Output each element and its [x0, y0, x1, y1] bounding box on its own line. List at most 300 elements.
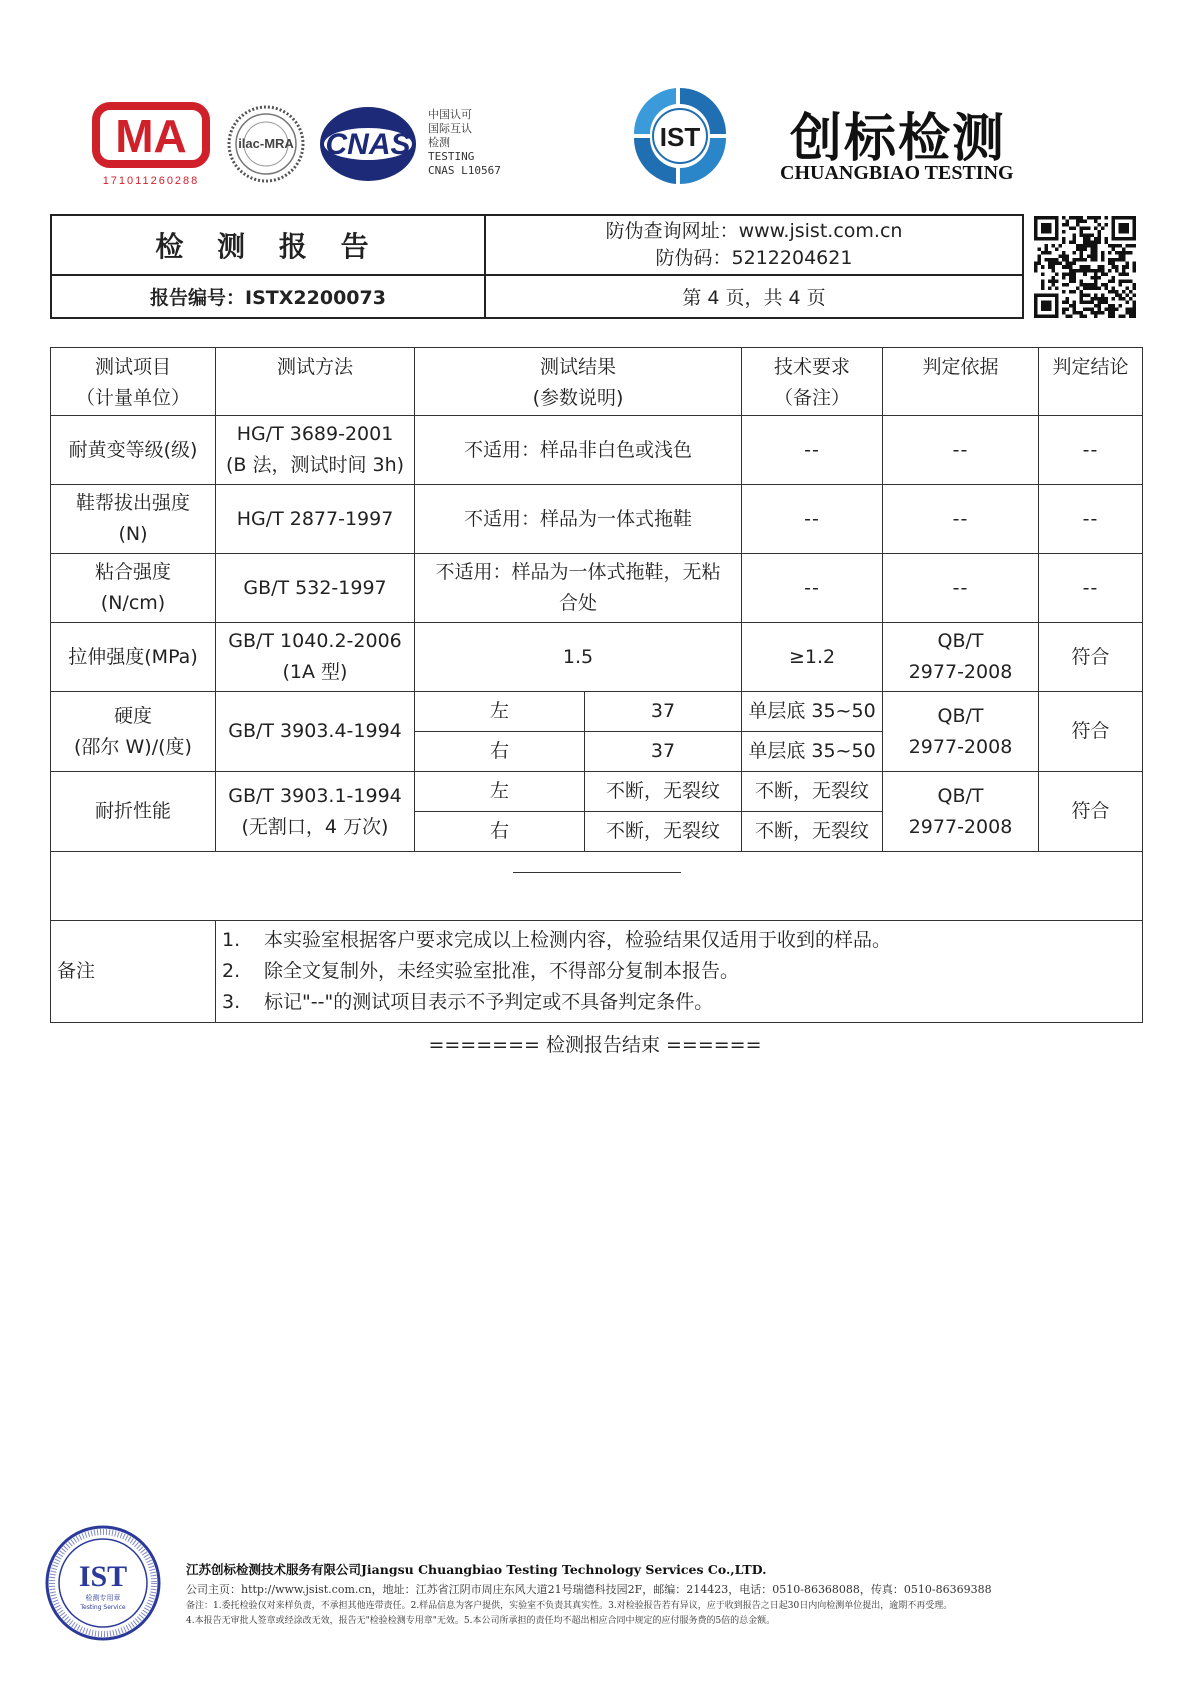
qr-module	[1080, 300, 1084, 304]
qr-module	[1073, 258, 1077, 262]
qr-module	[1097, 311, 1101, 315]
qr-module	[1090, 300, 1094, 304]
table-row	[51, 416, 1143, 485]
qr-module	[1104, 237, 1108, 241]
qr-module	[1066, 314, 1070, 318]
qr-module	[1090, 311, 1094, 315]
qr-module	[1069, 262, 1073, 266]
qr-module	[1118, 223, 1129, 234]
cell-item: 拉伸强度(MPa)	[51, 623, 216, 692]
qr-module	[1087, 216, 1091, 220]
qr-module	[1108, 304, 1112, 308]
qr-module	[1076, 248, 1080, 252]
qr-module	[1090, 307, 1094, 311]
qr-module	[1076, 311, 1080, 315]
qr-module	[1090, 269, 1094, 273]
qr-module	[1094, 304, 1098, 308]
qr-module	[1094, 293, 1098, 297]
qr-module	[1062, 290, 1066, 294]
cell-value: 不断，无裂纹	[585, 812, 742, 852]
qr-module	[1066, 223, 1070, 227]
qr-module	[1111, 290, 1115, 294]
cell-side: 左	[415, 692, 585, 732]
qr-module	[1087, 234, 1091, 238]
cell-value: 37	[585, 692, 742, 732]
report-number: 报告编号：ISTX2200073	[52, 276, 486, 317]
qr-module	[1052, 276, 1056, 280]
qr-module	[1132, 283, 1136, 287]
qr-module	[1066, 255, 1070, 259]
table-header-row	[51, 348, 1143, 416]
qr-module	[1104, 216, 1108, 220]
qr-module	[1094, 237, 1098, 241]
qr-module	[1094, 258, 1098, 262]
notes-label: 备注	[51, 921, 216, 1023]
qr-module	[1080, 279, 1084, 283]
qr-module	[1080, 216, 1084, 220]
qr-module	[1129, 244, 1133, 248]
qr-module	[1083, 307, 1087, 311]
qr-module	[1034, 269, 1038, 273]
qr-module	[1087, 255, 1091, 259]
qr-module	[1101, 297, 1105, 301]
cell-requirement: 不断，无裂纹	[742, 812, 883, 852]
qr-module	[1129, 297, 1133, 301]
cnas-line: TESTING	[428, 150, 475, 163]
qr-module	[1111, 314, 1115, 318]
cell-method: HG/T 2877-1997	[216, 485, 415, 554]
qr-module	[1073, 216, 1077, 220]
qr-module	[1062, 300, 1066, 304]
qr-module	[1052, 258, 1056, 262]
cnas-line: 中国认可	[428, 108, 472, 121]
qr-module	[1101, 293, 1105, 297]
qr-module	[1132, 300, 1136, 304]
qr-module	[1132, 314, 1136, 318]
qr-module	[1101, 269, 1105, 273]
qr-module	[1041, 223, 1052, 234]
qr-module	[1083, 286, 1087, 290]
qr-module	[1069, 276, 1073, 280]
cell-item: 耐黄变等级(级)	[51, 416, 216, 485]
qr-module	[1108, 262, 1112, 266]
qr-module	[1080, 297, 1084, 301]
qr-module	[1122, 248, 1126, 252]
qr-module	[1087, 241, 1091, 245]
cell-method: GB/T 1040.2-2006 (1A 型)	[216, 623, 415, 692]
qr-module	[1055, 248, 1059, 252]
qr-module	[1062, 258, 1066, 262]
qr-module	[1080, 258, 1084, 262]
qr-module	[1076, 244, 1080, 248]
notes-row	[51, 921, 1143, 1023]
qr-module	[1062, 283, 1066, 287]
footer-note: 4.本报告无审批人签章或经涂改无效，报告无"检验检测专用章"无效。5.本公司所承担的责任均不超出相应合同中规定的应付服务费的5倍的总金额。	[186, 1616, 776, 1626]
qr-module	[1059, 244, 1063, 248]
qr-module	[1073, 279, 1077, 283]
qr-module	[1045, 248, 1049, 252]
seal-text: IST	[78, 1560, 128, 1593]
cma-logo	[92, 100, 210, 190]
qr-module	[1069, 279, 1073, 283]
cnas-letters: CNAS	[325, 128, 411, 161]
qr-module	[1038, 262, 1042, 266]
qr-module	[1073, 311, 1077, 315]
qr-module	[1083, 244, 1087, 248]
cell-basis: QB/T 2977-2008	[883, 692, 1039, 772]
qr-module	[1055, 272, 1059, 276]
cma-letters: MA	[115, 110, 187, 162]
qr-module	[1083, 272, 1087, 276]
qr-module	[1055, 262, 1059, 266]
table-row	[51, 623, 1143, 692]
cell-result: 不适用：样品为一体式拖鞋，无粘 合处	[415, 554, 742, 623]
qr-module	[1111, 248, 1115, 252]
header-requirement: 技术要求 （备注）	[742, 348, 883, 416]
qr-module	[1118, 244, 1122, 248]
qr-module	[1090, 297, 1094, 301]
qr-module	[1132, 311, 1136, 315]
qr-module	[1132, 269, 1136, 273]
qr-module	[1118, 279, 1122, 283]
qr-module	[1111, 311, 1115, 315]
header-item: 测试项目 （计量单位）	[51, 348, 216, 416]
qr-module	[1097, 304, 1101, 308]
qr-module	[1094, 251, 1098, 255]
qr-module	[1076, 216, 1080, 220]
qr-module	[1062, 251, 1066, 255]
qr-module	[1101, 258, 1105, 262]
qr-module	[1118, 293, 1122, 297]
qr-module	[1129, 290, 1133, 294]
qr-module	[1052, 244, 1056, 248]
qr-module	[1045, 244, 1049, 248]
cnas-line: 国际互认	[428, 122, 472, 135]
qr-module	[1125, 300, 1129, 304]
qr-module	[1083, 241, 1087, 245]
cell-method: HG/T 3689-2001 (B 法，测试时间 3h)	[216, 416, 415, 485]
cell-conclusion: --	[1039, 485, 1143, 554]
qr-module	[1132, 304, 1136, 308]
qr-module	[1087, 244, 1091, 248]
qr-module	[1129, 314, 1133, 318]
qr-module	[1041, 300, 1052, 311]
cell-basis: QB/T 2977-2008	[883, 772, 1039, 852]
qr-module	[1118, 304, 1122, 308]
qr-module	[1048, 265, 1052, 269]
qr-module	[1118, 314, 1122, 318]
qr-module	[1108, 251, 1112, 255]
qr-module	[1069, 227, 1073, 231]
qr-module	[1062, 265, 1066, 269]
qr-module	[1069, 314, 1073, 318]
ilac-mra-logo	[226, 104, 306, 184]
qr-module	[1115, 269, 1119, 273]
qr-module	[1038, 255, 1042, 259]
qr-module	[1069, 290, 1073, 294]
qr-module	[1069, 272, 1073, 276]
qr-module	[1041, 265, 1045, 269]
qr-module	[1055, 279, 1059, 283]
table-row	[51, 692, 1143, 732]
table-row	[51, 485, 1143, 554]
header-conclusion: 判定结论	[1039, 348, 1143, 416]
qr-module	[1059, 262, 1063, 266]
qr-module	[1104, 283, 1108, 287]
qr-module	[1059, 255, 1063, 259]
qr-module	[1083, 234, 1087, 238]
qr-module	[1041, 283, 1045, 287]
qr-module	[1125, 272, 1129, 276]
qr-module	[1066, 265, 1070, 269]
qr-module	[1097, 237, 1101, 241]
qr-module	[1104, 241, 1108, 245]
qr-module	[1111, 297, 1115, 301]
qr-module	[1034, 262, 1038, 266]
qr-module	[1073, 300, 1077, 304]
cell-result: 1.5	[415, 623, 742, 692]
qr-module	[1062, 255, 1066, 259]
qr-module	[1111, 276, 1115, 280]
qr-module	[1097, 297, 1101, 301]
qr-module	[1094, 276, 1098, 280]
qr-module	[1122, 251, 1126, 255]
cell-method: GB/T 3903.1-1994 (无割口，4 万次)	[216, 772, 415, 852]
qr-module	[1129, 307, 1133, 311]
cell-basis: --	[883, 554, 1039, 623]
cnas-logo	[318, 104, 418, 184]
qr-module	[1108, 314, 1112, 318]
qr-module	[1115, 244, 1119, 248]
qr-module	[1118, 297, 1122, 301]
qr-module	[1090, 283, 1094, 287]
qr-module	[1094, 244, 1098, 248]
qr-module	[1101, 300, 1105, 304]
qr-module	[1129, 311, 1133, 315]
qr-module	[1108, 279, 1112, 283]
qr-module	[1118, 251, 1122, 255]
qr-module	[1062, 307, 1066, 311]
note-item: 3. 标记"--"的测试项目表示不予判定或不具备判定条件。	[222, 991, 714, 1013]
qr-module	[1097, 286, 1101, 290]
qr-module	[1094, 216, 1098, 220]
qr-module	[1090, 216, 1094, 220]
qr-module	[1080, 314, 1084, 318]
qr-module	[1104, 300, 1108, 304]
qr-module	[1122, 272, 1126, 276]
qr-module	[1094, 220, 1098, 224]
cnas-line: 检测	[428, 136, 450, 149]
seal-subtext: 检测专用章	[85, 1594, 121, 1602]
qr-module	[1108, 269, 1112, 273]
report-title: 检 测 报 告	[52, 216, 486, 276]
anti-counterfeit-info	[486, 216, 1022, 276]
qr-module	[1118, 258, 1122, 262]
qr-module	[1104, 297, 1108, 301]
qr-module	[1083, 227, 1087, 231]
qr-module	[1073, 304, 1077, 308]
qr-module	[1101, 255, 1105, 259]
qr-module	[1132, 293, 1136, 297]
qr-module	[1083, 300, 1087, 304]
qr-module	[1062, 216, 1066, 220]
qr-module	[1115, 293, 1119, 297]
qr-module	[1097, 241, 1101, 245]
qr-module	[1125, 279, 1129, 283]
footer-company: 江苏创标检测技术服务有限公司Jiangsu Chuangbiao Testing Technology Services Co.,LTD.	[186, 1562, 767, 1577]
qr-module	[1097, 216, 1101, 220]
qr-module	[1080, 227, 1084, 231]
qr-module	[1066, 297, 1070, 301]
qr-module	[1073, 262, 1077, 266]
qr-module	[1094, 248, 1098, 252]
qr-module	[1087, 269, 1091, 273]
cell-method: GB/T 532-1997	[216, 554, 415, 623]
qr-module	[1111, 279, 1115, 283]
qr-module	[1034, 265, 1038, 269]
qr-module	[1066, 262, 1070, 266]
qr-module	[1083, 237, 1087, 241]
qr-module	[1076, 269, 1080, 273]
qr-module	[1073, 290, 1077, 294]
cell-side: 右	[415, 732, 585, 772]
qr-module	[1097, 276, 1101, 280]
cell-method: GB/T 3903.4-1994	[216, 692, 415, 772]
qr-module	[1062, 237, 1066, 241]
qr-module	[1038, 248, 1042, 252]
qr-module	[1118, 272, 1122, 276]
note-item: 1. 本实验室根据客户要求完成以上检测内容，检验结果仅适用于收到的样品。	[222, 929, 892, 951]
qr-module	[1090, 251, 1094, 255]
qr-module	[1048, 286, 1052, 290]
qr-module	[1069, 269, 1073, 273]
page-footer	[186, 1560, 1136, 1629]
qr-module	[1122, 279, 1126, 283]
qr-module	[1122, 297, 1126, 301]
footer-contact: 公司主页：http://www.jsist.com.cn，地址：江苏省江阴市周庄东风大道21号瑞德科技园2F，邮编：214423，电话：0510-86368088，传真：0510-86369388	[186, 1583, 992, 1596]
company-seal	[44, 1524, 162, 1642]
qr-module	[1104, 286, 1108, 290]
qr-module	[1062, 276, 1066, 280]
qr-module	[1115, 290, 1119, 294]
table-row	[51, 772, 1143, 812]
notes-cell	[216, 921, 1143, 1023]
qr-module	[1080, 234, 1084, 238]
table-row	[51, 554, 1143, 623]
cell-basis: QB/T 2977-2008	[883, 623, 1039, 692]
qr-module	[1094, 227, 1098, 231]
qr-module	[1094, 269, 1098, 273]
cell-item: 粘合强度 (N/cm)	[51, 554, 216, 623]
qr-module	[1080, 311, 1084, 315]
qr-module	[1097, 307, 1101, 311]
qr-module	[1073, 241, 1077, 245]
qr-module	[1062, 230, 1066, 234]
cell-conclusion: --	[1039, 416, 1143, 485]
qr-module	[1069, 265, 1073, 269]
qr-module	[1062, 272, 1066, 276]
qr-module	[1083, 248, 1087, 252]
qr-module	[1073, 237, 1077, 241]
qr-module	[1097, 223, 1101, 227]
qr-module	[1125, 251, 1129, 255]
cell-item: 硬度 (邵尔 W)/(度)	[51, 692, 216, 772]
qr-module	[1083, 265, 1087, 269]
qr-module	[1080, 220, 1084, 224]
qr-module	[1087, 227, 1091, 231]
qr-module	[1122, 258, 1126, 262]
qr-module	[1097, 234, 1101, 238]
seal-subtext: Testing Service	[80, 1604, 126, 1611]
qr-module	[1108, 311, 1112, 315]
qr-module	[1115, 251, 1119, 255]
cell-requirement: --	[742, 416, 883, 485]
qr-module	[1041, 286, 1045, 290]
qr-module	[1087, 293, 1091, 297]
qr-module	[1125, 265, 1129, 269]
qr-module	[1045, 251, 1049, 255]
anti-code: 防伪码：5212204621	[655, 247, 853, 269]
qr-module	[1101, 265, 1105, 269]
qr-module	[1111, 244, 1115, 248]
cell-requirement: ≥1.2	[742, 623, 883, 692]
blank-row	[51, 852, 1143, 921]
qr-module	[1090, 241, 1094, 245]
qr-module	[1101, 311, 1105, 315]
qr-module	[1052, 262, 1056, 266]
cell-conclusion: 符合	[1039, 692, 1143, 772]
qr-module	[1066, 307, 1070, 311]
brand-name-en: CHUANGBIAO TESTING	[780, 162, 1014, 184]
qr-module	[1090, 258, 1094, 262]
qr-module	[1066, 272, 1070, 276]
qr-module	[1073, 272, 1077, 276]
cell-requirement: --	[742, 485, 883, 554]
qr-module	[1115, 265, 1119, 269]
qr-module	[1083, 293, 1087, 297]
qr-module	[1132, 307, 1136, 311]
qr-module	[1048, 262, 1052, 266]
qr-module	[1125, 286, 1129, 290]
qr-module	[1132, 265, 1136, 269]
cell-conclusion: --	[1039, 554, 1143, 623]
ist-letters: IST	[659, 122, 701, 152]
qr-module	[1122, 269, 1126, 273]
qr-module	[1083, 283, 1087, 287]
qr-module	[1080, 293, 1084, 297]
qr-module	[1125, 307, 1129, 311]
qr-module	[1073, 307, 1077, 311]
cell-requirement: 单层底 35~50	[742, 732, 883, 772]
qr-module	[1129, 279, 1133, 283]
qr-module	[1062, 241, 1066, 245]
qr-module	[1104, 307, 1108, 311]
cnas-line: CNAS L10567	[428, 164, 501, 177]
qr-module	[1094, 255, 1098, 259]
anti-url: 防伪查询网址：www.jsist.com.cn	[605, 220, 903, 242]
cell-requirement: 单层底 35~50	[742, 692, 883, 732]
qr-module	[1080, 290, 1084, 294]
qr-module	[1080, 255, 1084, 259]
qr-module	[1094, 286, 1098, 290]
qr-module	[1122, 314, 1126, 318]
brand-name-cn: 创标检测	[790, 108, 1007, 169]
qr-module	[1108, 290, 1112, 294]
qr-code	[1034, 216, 1136, 318]
qr-module	[1073, 276, 1077, 280]
qr-module	[1055, 258, 1059, 262]
qr-module	[1125, 262, 1129, 266]
